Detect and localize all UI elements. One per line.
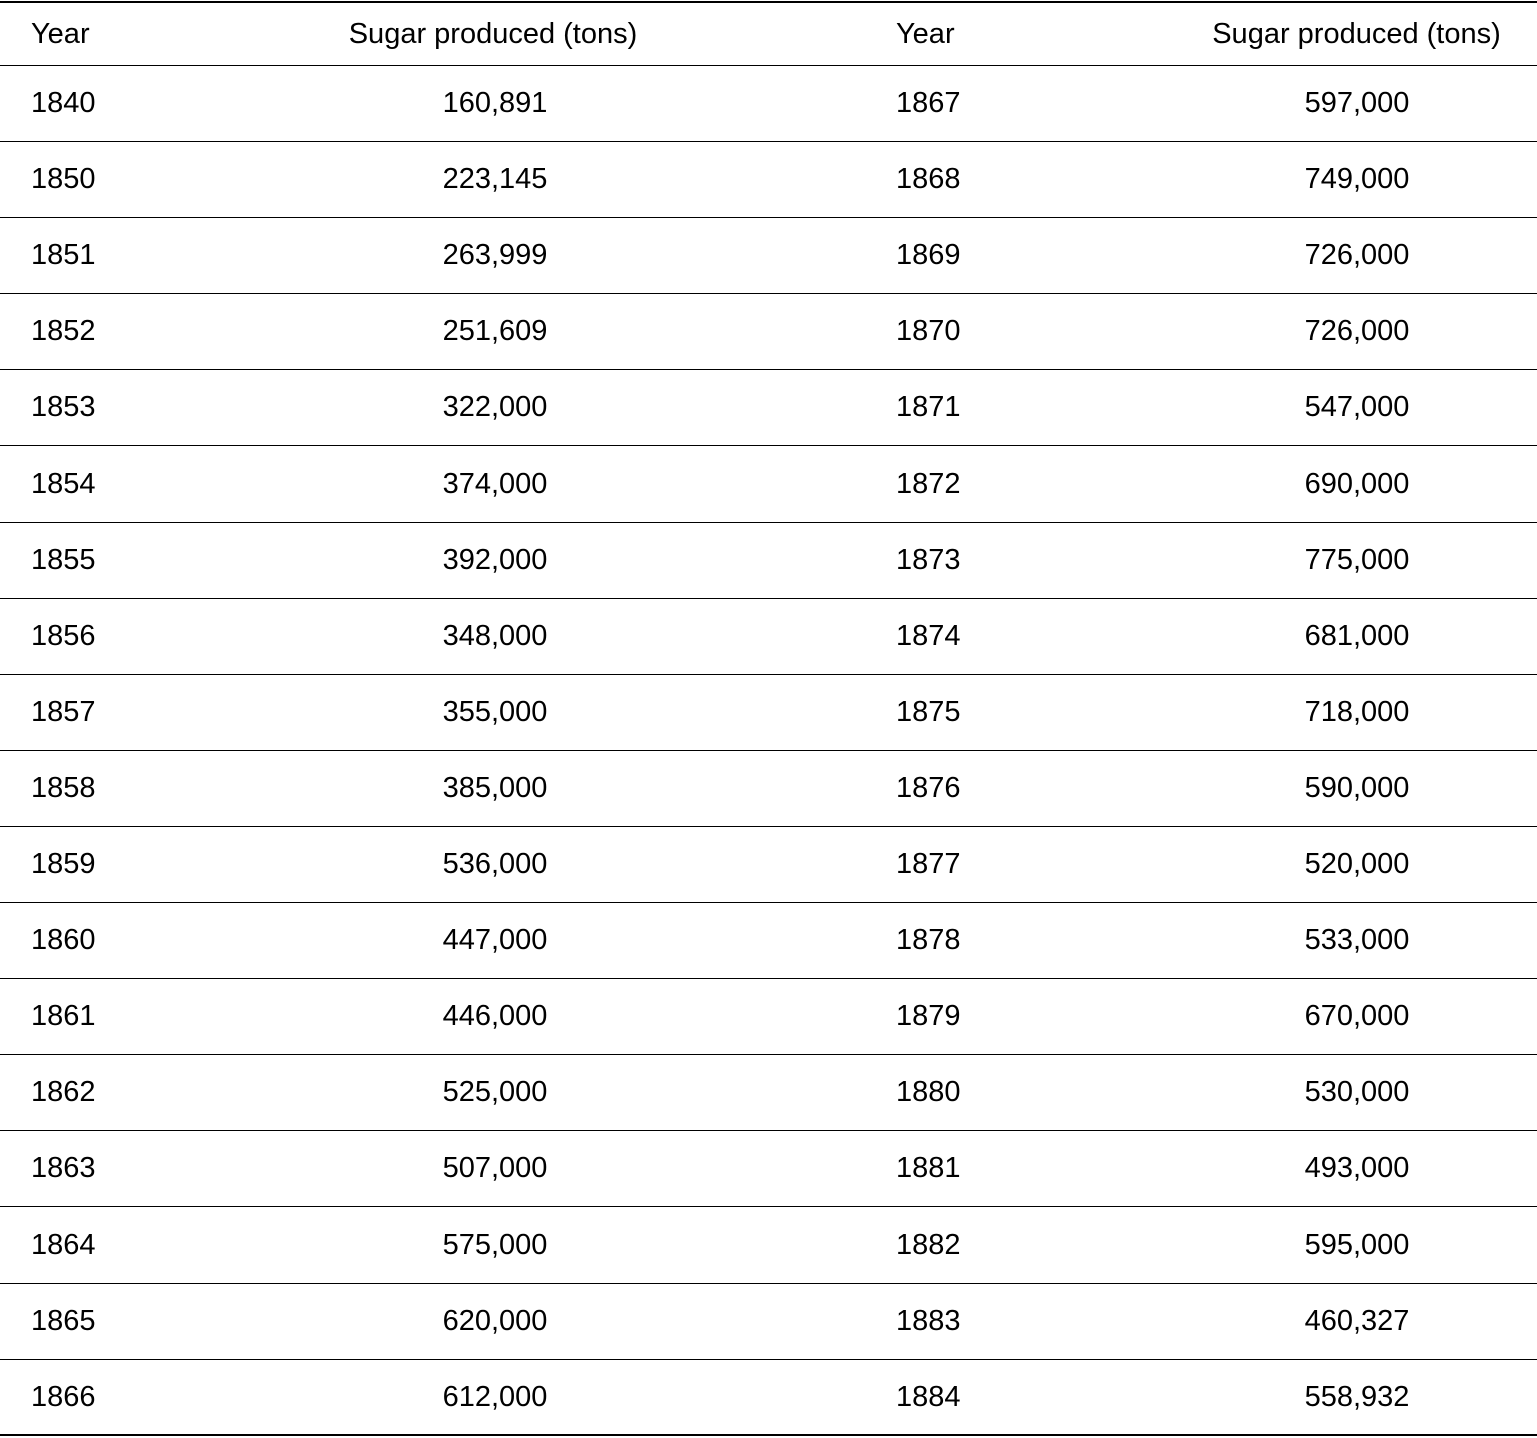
cell-year-left: 1851	[31, 239, 96, 272]
header-sugar-left: Sugar produced (tons)	[348, 17, 638, 50]
cell-year-left: 1857	[31, 695, 96, 728]
cell-sugar-left: 322,000	[442, 391, 548, 424]
cell-year-left: 1858	[31, 771, 96, 804]
cell-sugar-right: 726,000	[1304, 239, 1410, 272]
cell-year-right: 1874	[896, 619, 961, 652]
cell-sugar-right: 718,000	[1304, 695, 1410, 728]
cell-sugar-left: 612,000	[442, 1381, 548, 1414]
table-row	[0, 523, 1537, 599]
cell-sugar-left: 620,000	[442, 1304, 548, 1337]
cell-sugar-right: 493,000	[1304, 1152, 1410, 1185]
cell-year-right: 1883	[896, 1304, 961, 1337]
cell-year-left: 1860	[31, 924, 96, 957]
cell-sugar-left: 525,000	[442, 1076, 548, 1109]
table-row	[0, 599, 1537, 675]
cell-year-right: 1881	[896, 1152, 961, 1185]
table-row	[0, 1208, 1537, 1284]
table-row	[0, 675, 1537, 751]
cell-year-right: 1880	[896, 1076, 961, 1109]
table-row	[0, 979, 1537, 1055]
cell-sugar-left: 447,000	[442, 924, 548, 957]
cell-year-left: 1859	[31, 848, 96, 881]
cell-sugar-left: 251,609	[442, 315, 548, 348]
cell-sugar-left: 223,145	[442, 163, 548, 196]
cell-sugar-left: 507,000	[442, 1152, 548, 1185]
cell-year-left: 1840	[31, 87, 96, 120]
header-sugar-right: Sugar produced (tons)	[1212, 17, 1501, 50]
cell-sugar-left: 263,999	[442, 239, 548, 272]
cell-sugar-left: 160,891	[442, 87, 548, 120]
cell-sugar-right: 530,000	[1304, 1076, 1410, 1109]
cell-sugar-right: 690,000	[1304, 467, 1410, 500]
cell-sugar-right: 558,932	[1304, 1381, 1410, 1414]
cell-year-left: 1856	[31, 619, 96, 652]
cell-sugar-right: 775,000	[1304, 543, 1410, 576]
table-row	[0, 1055, 1537, 1131]
cell-year-right: 1873	[896, 543, 961, 576]
table-row	[0, 142, 1537, 218]
cell-sugar-right: 597,000	[1304, 87, 1410, 120]
cell-year-right: 1877	[896, 848, 961, 881]
table-row	[0, 66, 1537, 142]
cell-sugar-left: 446,000	[442, 1000, 548, 1033]
header-year-right: Year	[896, 17, 955, 50]
cell-year-left: 1862	[31, 1076, 96, 1109]
header-year-left: Year	[31, 17, 90, 50]
table-row	[0, 218, 1537, 294]
cell-sugar-left: 536,000	[442, 848, 548, 881]
cell-sugar-left: 575,000	[442, 1228, 548, 1261]
table-header-row	[0, 3, 1537, 66]
cell-year-left: 1864	[31, 1228, 96, 1261]
cell-year-left: 1865	[31, 1304, 96, 1337]
cell-year-right: 1878	[896, 924, 961, 957]
cell-sugar-left: 385,000	[442, 771, 548, 804]
cell-year-right: 1868	[896, 163, 961, 196]
cell-sugar-right: 590,000	[1304, 771, 1410, 804]
cell-year-right: 1871	[896, 391, 961, 424]
cell-sugar-right: 749,000	[1304, 163, 1410, 196]
cell-year-right: 1870	[896, 315, 961, 348]
cell-sugar-left: 355,000	[442, 695, 548, 728]
cell-sugar-right: 520,000	[1304, 848, 1410, 881]
cell-year-right: 1882	[896, 1228, 961, 1261]
cell-year-right: 1879	[896, 1000, 961, 1033]
cell-year-right: 1875	[896, 695, 961, 728]
table-row	[0, 1360, 1537, 1436]
table-row	[0, 827, 1537, 903]
cell-year-left: 1852	[31, 315, 96, 348]
cell-sugar-left: 374,000	[442, 467, 548, 500]
cell-sugar-right: 670,000	[1304, 1000, 1410, 1033]
cell-sugar-right: 460,327	[1304, 1304, 1410, 1337]
table-row	[0, 447, 1537, 523]
cell-year-left: 1863	[31, 1152, 96, 1185]
cell-year-right: 1869	[896, 239, 961, 272]
cell-year-left: 1854	[31, 467, 96, 500]
cell-year-left: 1866	[31, 1381, 96, 1414]
cell-sugar-left: 392,000	[442, 543, 548, 576]
table-row	[0, 751, 1537, 827]
cell-year-left: 1850	[31, 163, 96, 196]
cell-sugar-right: 726,000	[1304, 315, 1410, 348]
cell-sugar-right: 681,000	[1304, 619, 1410, 652]
table-row	[0, 1131, 1537, 1207]
table-row	[0, 294, 1537, 370]
cell-year-left: 1861	[31, 1000, 96, 1033]
cell-year-right: 1876	[896, 771, 961, 804]
table-row	[0, 1284, 1537, 1360]
cell-year-left: 1855	[31, 543, 96, 576]
cell-sugar-right: 547,000	[1304, 391, 1410, 424]
cell-sugar-right: 595,000	[1304, 1228, 1410, 1261]
table-row	[0, 370, 1537, 446]
table-bottom-rule	[0, 1434, 1537, 1436]
cell-sugar-right: 533,000	[1304, 924, 1410, 957]
cell-year-right: 1867	[896, 87, 961, 120]
cell-sugar-left: 348,000	[442, 619, 548, 652]
cell-year-right: 1884	[896, 1381, 961, 1414]
table-row	[0, 903, 1537, 979]
cell-year-left: 1853	[31, 391, 96, 424]
cell-year-right: 1872	[896, 467, 961, 500]
